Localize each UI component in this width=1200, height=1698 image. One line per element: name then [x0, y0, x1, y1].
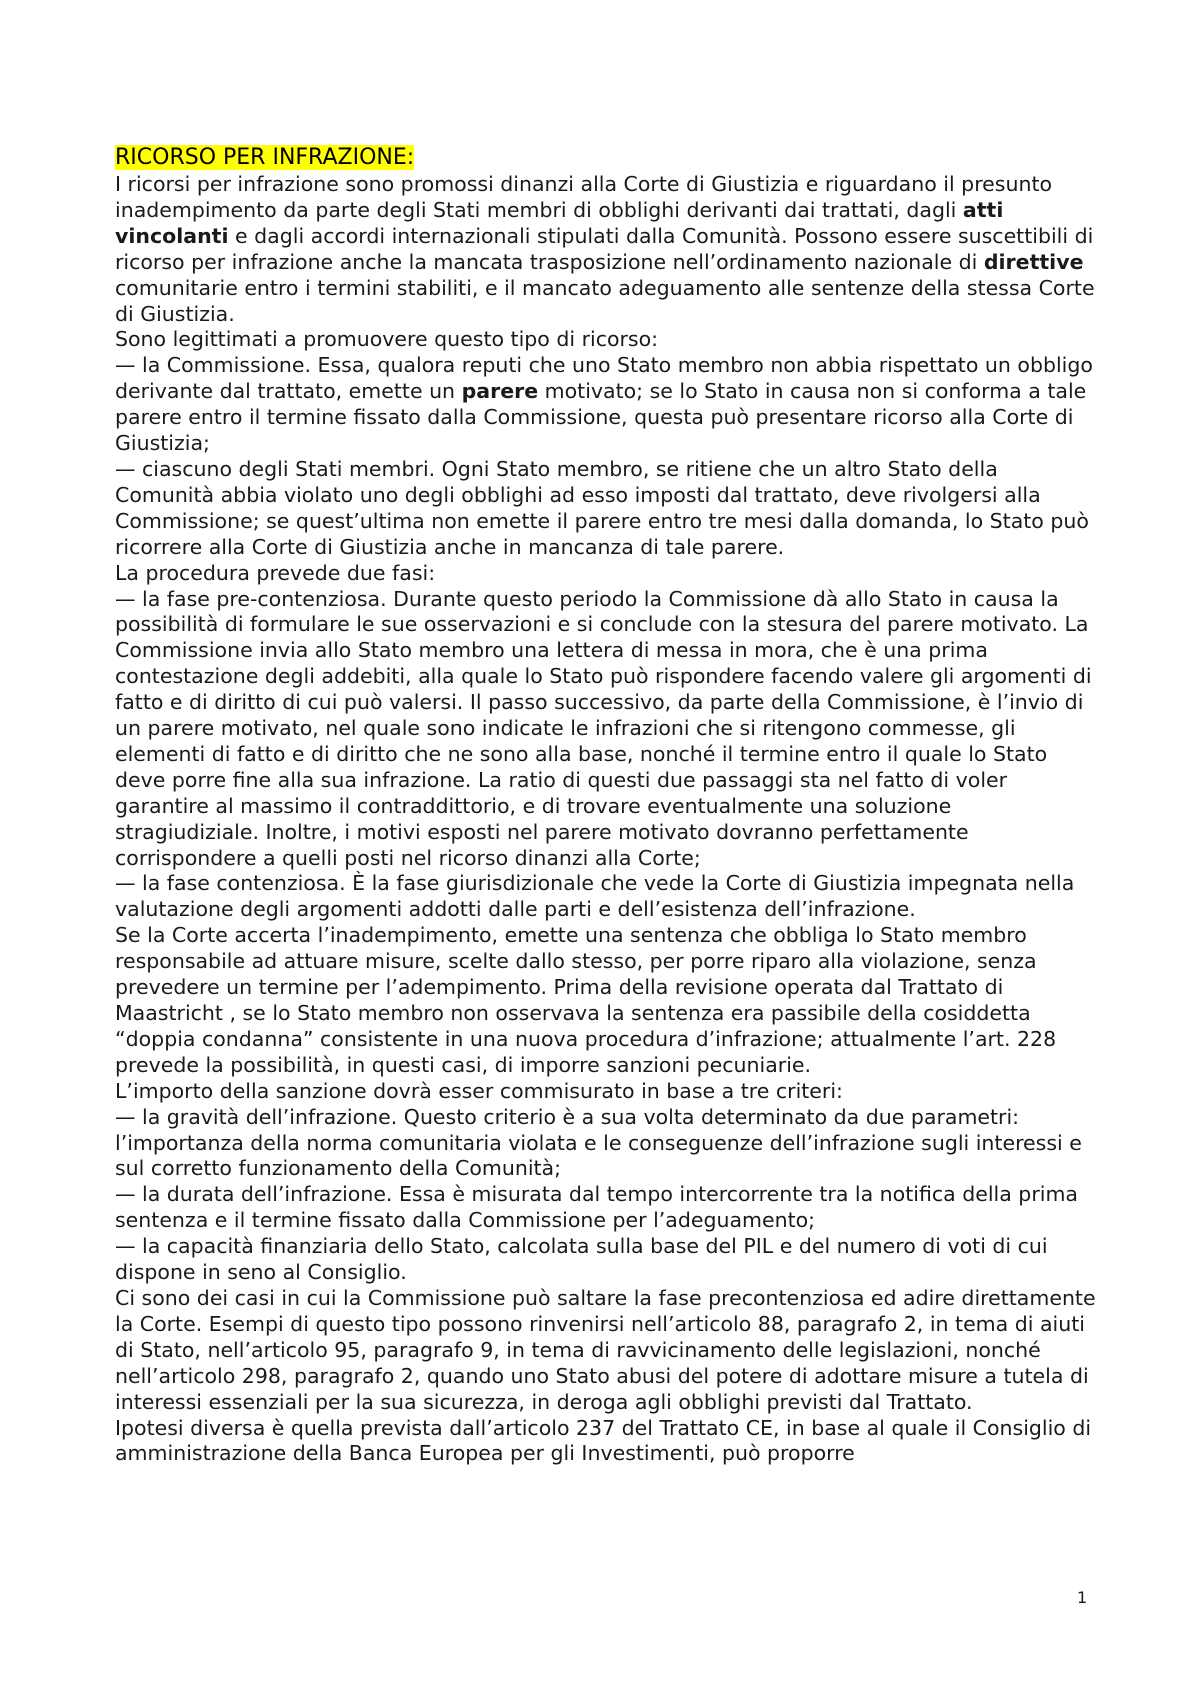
paragraph-duration: — la durata dell’infrazione. Essa è misurata dal tempo intercorrente tra la notifica della prima sentenza e il termine fissato dalla Commissione per l’adeguamento; — [115, 1182, 1078, 1233]
document-title — [115, 144, 1100, 172]
highlighted-title: RICORSO PER INFRAZIONE: — [115, 145, 415, 170]
paragraph-judgment: Se la Corte accerta l’inadempimento, emette una sentenza che obbliga lo Stato membro responsabile ad attuare misure, scelte dallo stesso, per porre riparo alla violazione, senza prevedere un termine per l’adempimento. Prima della revisione operata dal Trattato di Maastricht , se lo Stato membro non osservava la sentenza era passibile della cosiddetta “doppia condanna” consistente in una nuova procedura d’infrazione; attualmente l’art. 228 prevede la possibilità, in questi casi, di imporre sanzioni pecuniarie. — [115, 923, 1057, 1077]
paragraph-text: motivato; se lo Stato in causa non si conforma a tale parere entro il termine fissato dalla Commissione, questa può presentare ricorso alla Corte di Giustizia; — [115, 379, 1087, 456]
bold-term-direttive: direttive — [983, 249, 1084, 274]
bold-term-parere: parere — [461, 379, 539, 404]
paragraph-gravity: — la gravità dell’infrazione. Questo criterio è a sua volta determinato da due parametri: l’importanza della norma comunitaria violata e le conseguenze dell’infrazione sugli interessi e sul corretto funzionamento della Comunità; — [115, 1104, 1082, 1181]
paragraph-text: e dagli accordi internazionali stipulati dalla Comunità. Possono essere suscettibili di ricorso per infrazione anche la mancata trasposizione nell’ordinamento nazionale di — [115, 223, 1094, 274]
paragraph-member-states: — ciascuno degli Stati membri. Ogni Stato membro, se ritiene che un altro Stato della Comunità abbia violato uno degli obblighi ad esso imposti dal trattato, deve rivolgersi alla Commissione; se quest’ultima non emette il parere entro tre mesi dalla domanda, lo Stato può ricorrere alla Corte di Giustizia anche in mancanza di tale parere. — [115, 456, 1089, 559]
paragraph-commission — [115, 353, 1100, 457]
paragraph-capacity: — la capacità finanziaria dello Stato, calcolata sulla base del PIL e del numero di voti di cui dispone in seno al Consiglio. — [115, 1234, 1048, 1285]
bold-term-atti-vincolanti: atti vincolanti — [115, 197, 1004, 248]
paragraph-text: I ricorsi per infrazione sono promossi dinanzi alla Corte di Giustizia e riguardano il presunto inadempimento da parte degli Stati membri di obblighi derivanti dai trattati, dagli — [115, 172, 1053, 222]
paragraph-exceptions: Ci sono dei casi in cui la Commissione può saltare la fase precontenziosa ed adire direttamente la Corte. Esempi di questo tipo possono rinvenirsi nell’articolo 88, paragrafo 2, in tema di aiuti di Stato, nell’articolo 95, paragrafo 9, in tema di ravvicinamento delle legislazioni, nonché nell’articolo 298, paragrafo 2, quando uno Stato abusi del potere di adottare misure a tutela di interessi essenziali per la sua sicurezza, in deroga agli obblighi previsti dal Trattato. — [115, 1285, 1096, 1414]
document-body — [115, 144, 1100, 1467]
paragraph-text: comunitarie entro i termini stabiliti, e il mancato adeguamento alle sentenze della stessa Corte di Giustizia. — [115, 275, 1095, 326]
paragraph-intro — [115, 172, 1100, 327]
paragraph-contentious: — la fase contenziosa. È la fase giurisdizionale che vede la Corte di Giustizia impegnata nella valutazione degli argomenti addotti dalle parti e dell’esistenza dell’infrazione. — [115, 871, 1075, 922]
paragraph-sanction-criteria: L’importo della sanzione dovrà esser commisurato in base a tre criteri: — [115, 1078, 843, 1103]
page-number: 1 — [1077, 1588, 1088, 1607]
paragraph-article-237: Ipotesi diversa è quella prevista dall’articolo 237 del Trattato CE, in base al quale il Consiglio di amministrazione della Banca Europea per gli Investimenti, può proporre — [115, 1415, 1092, 1466]
paragraph-text: — la Commissione. Essa, qualora reputi che uno Stato membro non abbia rispettato un obbligo derivante dal trattato, emette un — [115, 353, 1093, 404]
paragraph-pre-contentious: — la fase pre-contenziosa. Durante questo periodo la Commissione dà allo Stato in causa la possibilità di formulare le sue osservazioni e si conclude con la stesura del parere motivato. La Commissione invia allo Stato membro una lettera di messa in mora, che è una prima contestazione degli addebiti, alla quale lo Stato può rispondere facendo valere gli argomenti di fatto e di diritto di cui può valersi. Il passo successivo, da parte della Commissione, è l’invio di un parere motivato, nel quale sono indicate le infrazioni che si ritengono commesse, gli elementi di fatto e di diritto che ne sono alla base, nonché il termine entro il quale lo Stato deve porre fine alla sua infrazione. La ratio di questi due passaggi sta nel fatto di voler garantire al massimo il contraddittorio, e di trovare eventualmente una soluzione stragiudiziale. Inoltre, i motivi esposti nel parere motivato dovranno perfettamente corrispondere a quelli posti nel ricorso dinanzi alla Corte; — [115, 586, 1092, 870]
paragraph-procedure: La procedura prevede due fasi: — [115, 560, 436, 585]
paragraph-legitimated: Sono legittimati a promuovere questo tipo di ricorso: — [115, 327, 659, 352]
